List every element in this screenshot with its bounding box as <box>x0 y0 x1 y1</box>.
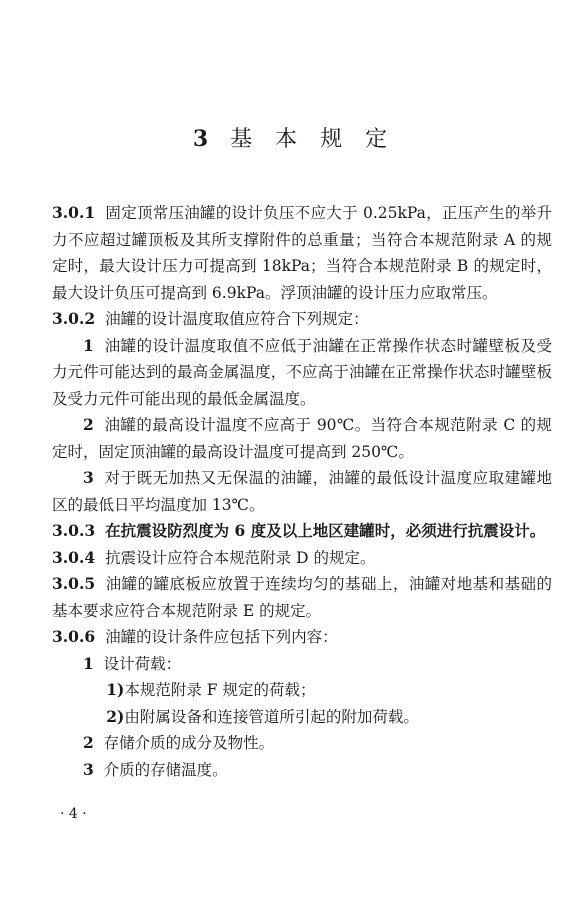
document-body <box>52 200 552 783</box>
item-number: 2 <box>83 733 94 752</box>
item-1 <box>52 651 552 678</box>
item-text: 设计荷载： <box>103 654 182 673</box>
clause-3-0-4 <box>52 545 552 572</box>
item-2 <box>52 730 552 757</box>
clause-text: 抗震设计应符合本规范附录 D 的规定。 <box>105 548 376 567</box>
item-number: 3 <box>83 759 94 779</box>
clause-number: 3.0.4 <box>52 547 96 567</box>
item-number: 2 <box>83 415 94 434</box>
item-2 <box>52 412 552 465</box>
clause-3-0-2 <box>52 306 552 333</box>
clause-number: 3.0.6 <box>52 627 96 646</box>
clause-3-0-6 <box>52 624 552 651</box>
sub-item-text: 由附属设备和连接管道所引起的附加荷载。 <box>124 707 419 726</box>
clause-text: 油罐的设计温度取值应符合下列规定： <box>105 310 369 328</box>
clause-number: 3.0.5 <box>52 574 96 593</box>
chapter-title-text: 基 本 规 定 <box>230 127 396 152</box>
item-text: 介质的存储温度。 <box>103 760 228 779</box>
item-1 <box>52 333 552 413</box>
item-text: 存储介质的成分及物性。 <box>103 734 275 752</box>
page-number: · 4 · <box>60 806 87 822</box>
item-text: 油罐的最高设计温度不应高于 90℃。当符合本规范附录 C 的规定时，固定顶油罐的最高设计温度可提高到 250℃。 <box>52 416 552 461</box>
sub-item-number: 2) <box>106 706 125 726</box>
item-number: 1 <box>83 653 94 673</box>
clause-number: 3.0.2 <box>52 309 96 328</box>
chapter-title <box>0 122 588 153</box>
clause-text: 油罐的设计条件应包括下列内容： <box>105 628 338 646</box>
item-3 <box>52 465 552 518</box>
chapter-number: 3 <box>192 126 217 152</box>
sub-item-number: 1) <box>106 680 125 699</box>
sub-item-1 <box>52 677 552 704</box>
clause-text: 固定顶常压油罐的设计负压不应大于 0.25kPa，正压产生的举升力不应超过罐顶板及其所支撑附件的总重量；当符合本规范附录 A 的规定时，最大设计压力可提高到 18kPa；当符合本规范附录 B 的规定时，最大设计负压可提高到 6.9kPa。浮顶油罐的设计压力应取常压。 <box>52 204 552 302</box>
item-3 <box>52 757 552 784</box>
sub-item-2 <box>52 704 552 731</box>
clause-number: 3.0.3 <box>52 521 96 540</box>
clause-text: 油罐的罐底板应放置于连续均匀的基础上，油罐对地基和基础的基本要求应符合本规范附录 E 的规定。 <box>52 575 552 620</box>
clause-number: 3.0.1 <box>52 203 96 222</box>
clause-3-0-1 <box>52 200 552 306</box>
item-number: 1 <box>83 335 94 355</box>
item-text: 油罐的设计温度取值不应低于油罐在正常操作状态时罐壁板及受力元件可能达到的最高金属温度，不应高于油罐在正常操作状态时罐壁板及受力元件可能出现的最低金属温度。 <box>52 336 552 408</box>
clause-text: 在抗震设防烈度为 6 度及以上地区建罐时，必须进行抗震设计。 <box>105 521 546 540</box>
item-text: 对于既无加热又无保温的油罐，油罐的最低设计温度应取建罐地区的最低日平均温度加 13℃。 <box>52 469 552 514</box>
clause-3-0-3 <box>52 518 552 545</box>
clause-3-0-5 <box>52 571 552 624</box>
sub-item-text: 本规范附录 F 规定的荷载； <box>124 681 316 699</box>
item-number: 3 <box>83 468 94 487</box>
